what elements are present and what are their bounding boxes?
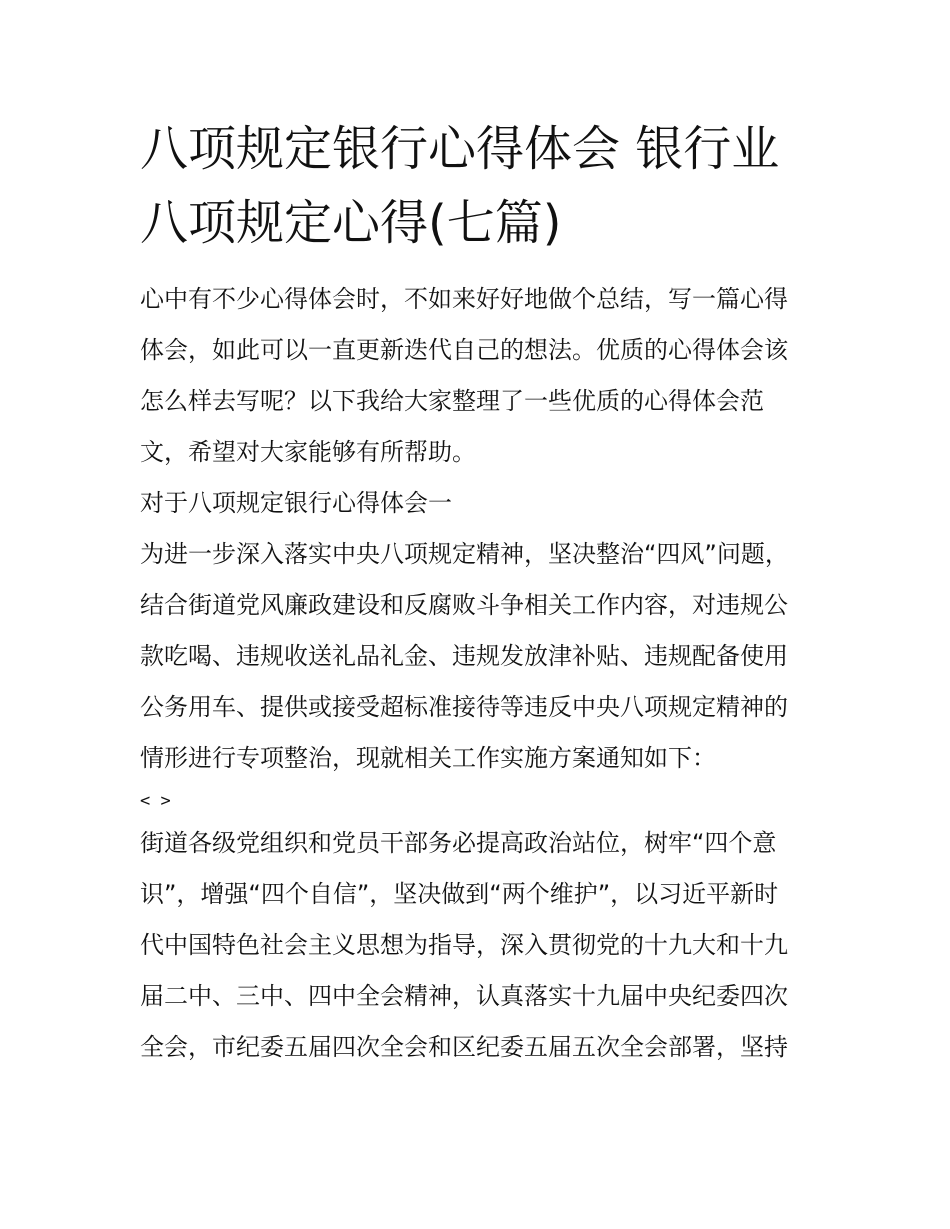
document-body — [140, 274, 820, 1073]
para2-line-4: 届二中、三中、四中全会精神，认真落实十九届中央纪委四次 — [140, 982, 788, 1010]
para1-line-5: 情形进行专项整治，现就相关工作实施方案通知如下： — [140, 744, 716, 772]
title-line-2: 八项规定心得(七篇) — [140, 195, 562, 251]
title-line-1: 八项规定银行心得体会 银行业 — [140, 121, 780, 177]
intro-line-3: 怎么样去写呢？以下我给大家整理了一些优质的心得体会范 — [140, 387, 764, 415]
marker-text: < > — [140, 791, 171, 811]
para2-line-2: 识”，增强“四个自信”，坚决做到“两个维护”，以习近平新时 — [140, 880, 779, 908]
para1-line-2: 结合街道党风廉政建设和反腐败斗争相关工作内容，对违规公 — [140, 591, 788, 619]
para1-line-4: 公务用车、提供或接受超标准接待等违反中央八项规定精神的 — [140, 693, 788, 721]
intro-line-1: 心中有不少心得体会时，不如来好好地做个总结，写一篇心得 — [140, 285, 788, 313]
para1-line-1: 为进一步深入落实中央八项规定精神，坚决整治“四风”问题， — [140, 540, 789, 568]
para1-line-3: 款吃喝、违规收送礼品礼金、违规发放津补贴、违规配备使用 — [140, 642, 788, 670]
section-heading: 对于八项规定银行心得体会一 — [140, 489, 452, 517]
para2-line-3: 代中国特色社会主义思想为指导，深入贯彻党的十九大和十九 — [140, 931, 788, 959]
intro-line-4: 文，希望对大家能够有所帮助。 — [140, 438, 476, 466]
intro-line-2: 体会，如此可以一直更新迭代自己的想法。优质的心得体会该 — [140, 336, 788, 364]
para2-line-5: 全会，市纪委五届四次全会和区纪委五届五次全会部署，坚持 — [140, 1033, 788, 1061]
para2-line-1: 街道各级党组织和党员干部务必提高政治站位，树牢“四个意 — [140, 829, 777, 857]
document-title — [140, 112, 830, 260]
